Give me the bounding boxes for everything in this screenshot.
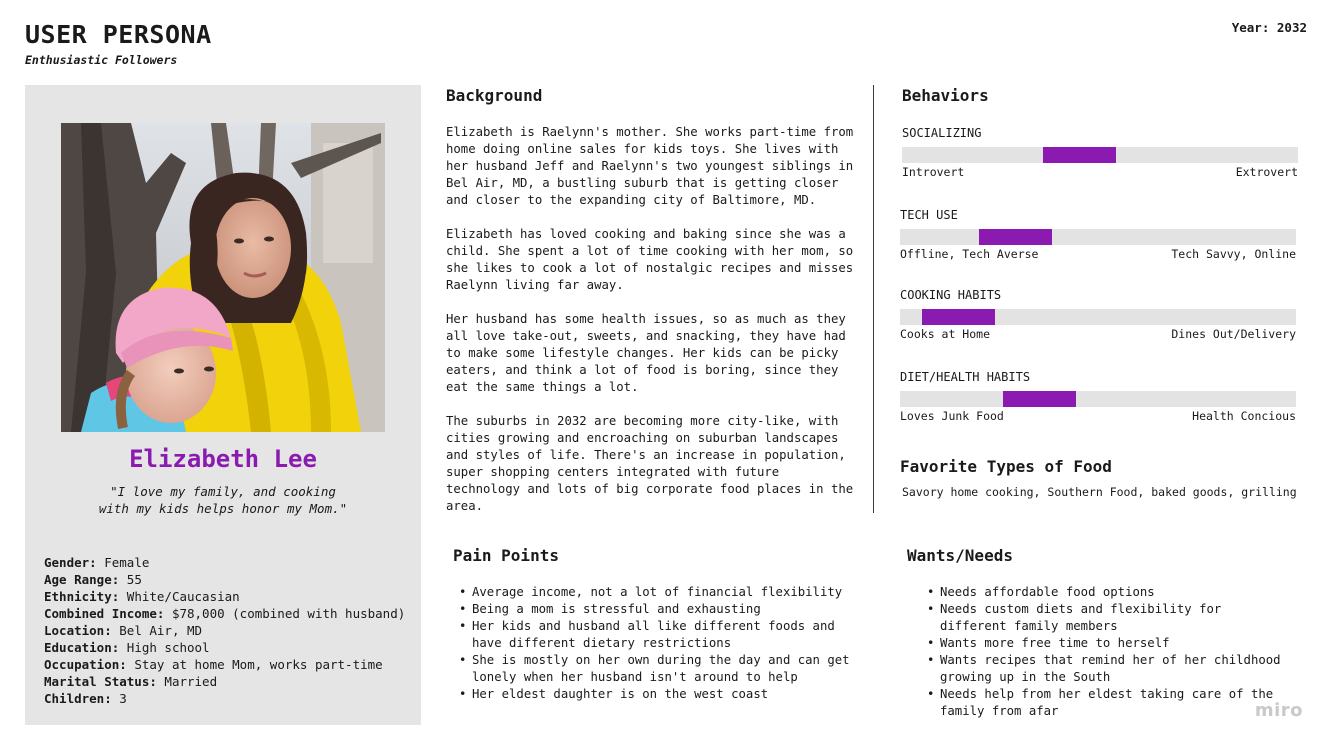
behavior-label: DIET/HEALTH HABITS: [900, 370, 1031, 384]
list-item: • Her kids and husband all like different foods and have different dietary restrictions: [456, 618, 866, 652]
background-paragraph: Elizabeth has loved cooking and baking since she was a child. She spent a lot of time cooking with her mom, so she likes to cook a lot of nostalgic recipes and misses Raelynn living far away.: [446, 227, 854, 292]
column-divider: [873, 85, 874, 513]
persona-quote: [83, 483, 363, 517]
fact-combined-income: Combined Income: $78,000 (combined with husband): [44, 606, 406, 621]
behavior-marker: [1043, 147, 1116, 163]
list-item: • Needs help from her eldest taking care of the family from afar: [924, 686, 1294, 720]
list-item: • Needs custom diets and flexibility for different family members: [924, 601, 1294, 635]
persona-name: Elizabeth Lee: [129, 445, 317, 473]
list-item: • Her eldest daughter is on the west coast: [456, 686, 866, 703]
profile-panel: [25, 85, 421, 725]
list-item: • Wants recipes that remind her of her childhood growing up in the South: [924, 652, 1294, 686]
fact-occupation: Occupation: Stay at home Mom, works part-time: [44, 657, 383, 672]
behavior-right-label: Extrovert: [1235, 165, 1298, 179]
favorite-food-heading: Favorite Types of Food: [900, 457, 1112, 476]
persona-facts: [44, 554, 405, 707]
fact-age-range: Age Range: 55: [44, 572, 142, 587]
behavior-track: [900, 229, 1296, 245]
behavior-marker: [1003, 391, 1076, 407]
pain-points-list: [456, 584, 866, 703]
behavior-right-label: Dines Out/Delivery: [1171, 327, 1296, 341]
background-heading: Background: [446, 86, 543, 105]
behavior-label: COOKING HABITS: [900, 288, 1002, 302]
favorite-food-text: Savory home cooking, Southern Food, baked goods, grilling: [902, 485, 1297, 499]
year-label: Year: 2032: [1231, 20, 1307, 35]
behavior-tech-use: [900, 208, 1296, 261]
wants-needs-heading: Wants/Needs: [907, 546, 1013, 565]
background-text: [446, 124, 856, 515]
behavior-left-label: Offline, Tech Averse: [900, 247, 1039, 261]
behavior-left-label: Loves Junk Food: [900, 409, 1004, 423]
background-paragraph: Elizabeth is Raelynn's mother. She works part-time from home doing online sales for kids toys. She lives with her husband Jeff and Raelynn's two youngest siblings in Bel Air, MD, a bustling suburb that is getting closer and closer to the expanding city of Baltimore, MD.: [446, 125, 854, 207]
behavior-diet-health: [900, 370, 1296, 423]
behaviors-heading: Behaviors: [902, 86, 989, 105]
background-paragraph: The suburbs in 2032 are becoming more city-like, with cities growing and encroaching on suburban landscapes and styles of life. There's an increase in population, super shopping centers integrated with future technology and lots of big corporate food places in the area.: [446, 414, 854, 513]
wants-needs-list: [924, 584, 1294, 720]
list-item: • Needs affordable food options: [924, 584, 1294, 601]
list-item: • She is mostly on her own during the day and can get lonely when her husband isn't around to help: [456, 652, 866, 686]
fact-ethnicity: Ethnicity: White/Caucasian: [44, 589, 240, 604]
behavior-left-label: Introvert: [902, 165, 965, 179]
behavior-track: [900, 309, 1296, 325]
list-item: • Being a mom is stressful and exhausting: [456, 601, 866, 618]
quote-line: "I love my family, and cooking: [110, 484, 336, 499]
behavior-label: TECH USE: [900, 208, 958, 222]
behavior-right-label: Health Concious: [1192, 409, 1296, 423]
page-title: USER PERSONA: [25, 20, 212, 49]
miro-logo: miro: [1254, 700, 1303, 721]
behavior-left-label: Cooks at Home: [900, 327, 991, 341]
page-subtitle: Enthusiastic Followers: [25, 53, 178, 67]
behavior-socializing: [902, 126, 1298, 179]
behavior-track: [900, 391, 1296, 407]
fact-gender: Gender: Female: [44, 555, 150, 570]
list-item: • Average income, not a lot of financial flexibility: [456, 584, 866, 601]
quote-line: with my kids helps honor my Mom.": [98, 501, 348, 516]
behavior-marker: [922, 309, 995, 325]
behavior-right-label: Tech Savvy, Online: [1171, 247, 1296, 261]
persona-photo: [61, 123, 385, 432]
behavior-track: [902, 147, 1298, 163]
behavior-cooking-habits: [900, 288, 1296, 341]
pain-points-heading: Pain Points: [453, 546, 559, 565]
fact-children: Children: 3: [44, 691, 127, 706]
fact-education: Education: High school: [44, 640, 210, 655]
behavior-marker: [979, 229, 1052, 245]
fact-marital-status: Marital Status: Married: [44, 674, 218, 689]
behavior-label: SOCIALIZING: [902, 126, 982, 140]
list-item: • Wants more free time to herself: [924, 635, 1294, 652]
background-paragraph: Her husband has some health issues, so as much as they all love take-out, sweets, and snacking, they have had to make some lifestyle changes. Her kids can be picky eaters, and think a lot of food is boring, since they eat the same things a lot.: [446, 312, 846, 394]
fact-location: Location: Bel Air, MD: [44, 623, 203, 638]
